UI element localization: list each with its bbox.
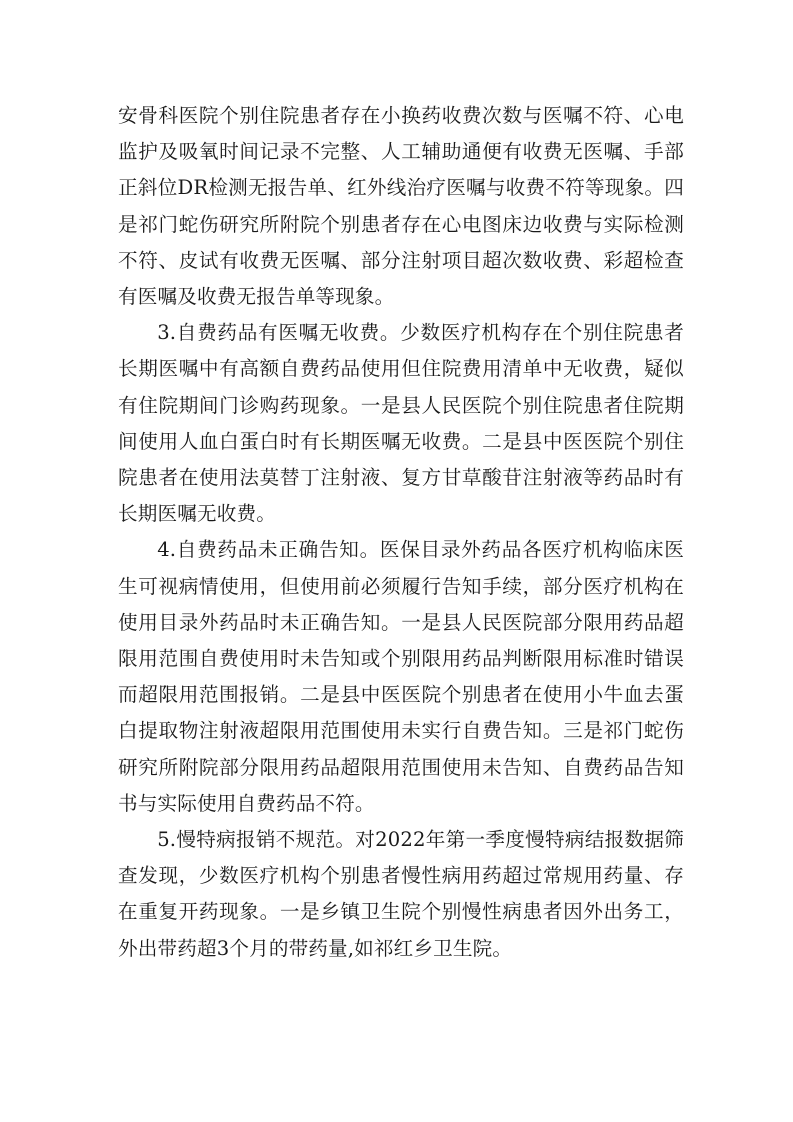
paragraph-item-4: 4.自费药品未正确告知。医保目录外药品各医疗机构临床医生可视病情使用，但使用前必须履行告知手续，部分医疗机构在使用目录外药品时未正确告知。一是县人民医院部分限用药品超限用范围自费使用时未告知或个别限用药品判断限用标准时错误而超限用范围报销。二是县中医医院个别患者在使用小牛血去蛋白提取物注射液超限用范围使用未实行自费告知。三是祁门蛇伤研究所附院部分限用药品超限用范围使用未告知、自费药品告知书与实际使用自费药品不符。 <box>118 538 684 815</box>
paragraph-continuation: 安骨科医院个别住院患者存在小换药收费次数与医嘱不符、心电监护及吸氧时间记录不完整、人工辅助通便有收费无医嘱、手部正斜位DR检测无报告单、红外线治疗医嘱与收费不符等现象。四是祁门蛇伤研究所附院个别患者存在心电图床边收费与实际检测不符、皮试有收费无医嘱、部分注射项目超次数收费、彩超检查有医嘱及收费无报告单等现象。 <box>118 104 684 309</box>
document-body <box>118 98 684 967</box>
paragraph-item-5: 5.慢特病报销不规范。对2022年第一季度慢特病结报数据筛查发现，少数医疗机构个别患者慢性病用药超过常规用药量、存在重复开药现象。一是乡镇卫生院个别慢性病患者因外出务工，外出带药超3个月的带药量,如祁红乡卫生院。 <box>118 828 684 960</box>
paragraph-item-3: 3.自费药品有医嘱无收费。少数医疗机构存在个别住院患者长期医嘱中有高额自费药品使用但住院费用清单中无收费，疑似有住院期间门诊购药现象。一是县人民医院个别住院患者住院期间使用人血白蛋白时有长期医嘱无收费。二是县中医医院个别住院患者在使用法莫替丁注射液、复方甘草酸苷注射液等药品时有长期医嘱无收费。 <box>118 321 684 526</box>
